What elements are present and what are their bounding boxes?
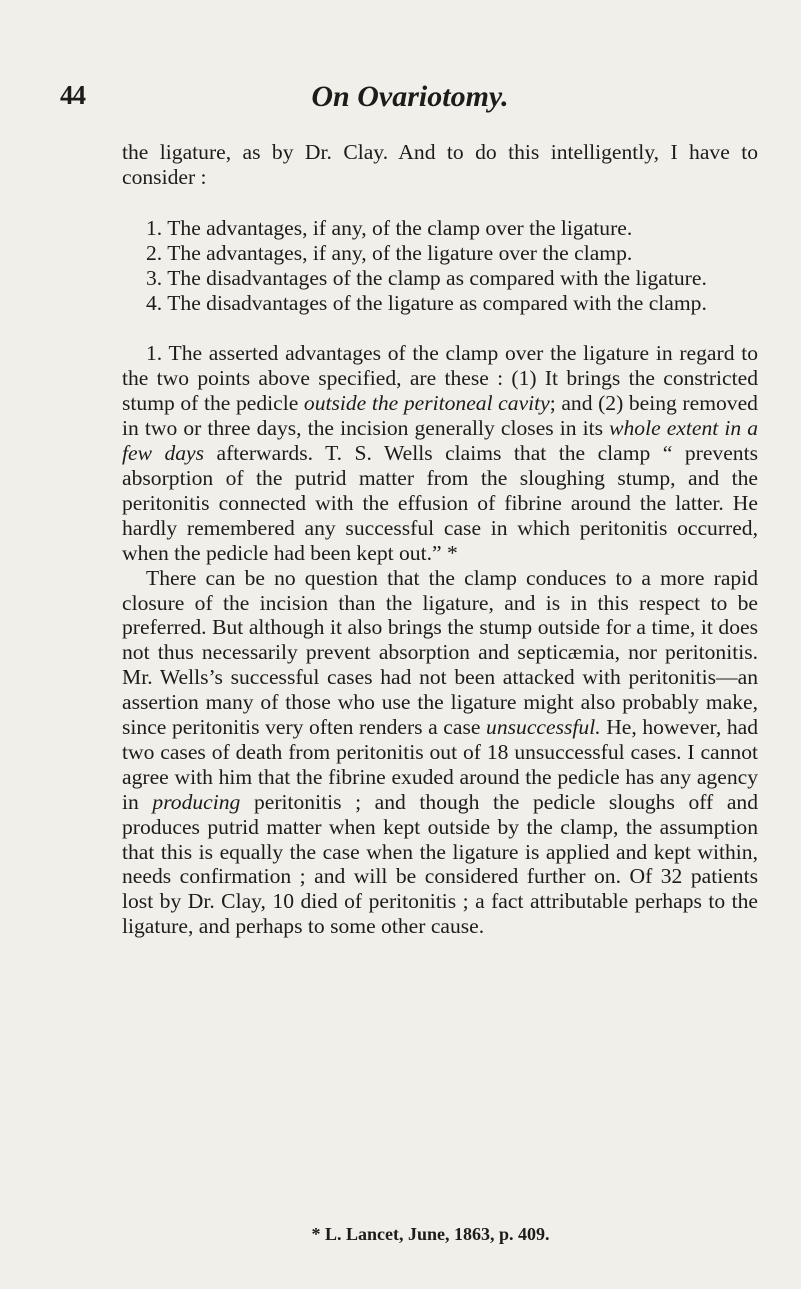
italic-phrase: unsuccessful. (486, 715, 601, 740)
text-run: peritonitis ; and though the pedicle sloughs off and produces putrid matter when kept outside by the clamp, the assumption that this is equally the case when the ligature is applied and kept within, needs confirmation ; and will be considered further on. Of 32 patients lost by Dr. Clay, 10 died of peritonitis ; a fact attributable perhaps to the ligature, and perhaps to some other cause. (122, 789, 758, 939)
list-item: 1. The advantages, if any, of the clamp over the ligature. (146, 215, 633, 240)
text-run: afterwards. T. S. Wells claims that the clamp “ prevents absorption of the putrid matter from the sloughing stump, and the peritonitis connected with the effusion of fibrine around the latter. He hardly remembered any successful case in which peritonitis occurred, when the pedicle had been kept out.” * (122, 441, 758, 565)
text-run: He, however, had two cases of death from peritonitis out of 18 unsuccessful cases. I cannot agree with him that the fibrine exuded around the pedicle has any agency in (122, 715, 758, 814)
running-head: On Ovariotomy. (311, 80, 509, 113)
paragraph-advantages (122, 341, 758, 565)
intro-paragraph: the ligature, as by Dr. Clay. And to do this intelligently, I have to consider : (122, 140, 758, 189)
page-header (60, 80, 760, 120)
italic-phrase: producing (152, 789, 241, 814)
text-run: ; and (2) being removed in two or three days, the incision generally closes in its (122, 391, 758, 441)
italic-phrase: whole extent in a few days (122, 416, 758, 466)
list-item: 3. The disadvantages of the clamp as compared with the ligature. (146, 265, 707, 290)
considerations-list (122, 216, 758, 316)
page-number: 44 (60, 80, 85, 110)
list-item: 2. The advantages, if any, of the ligature over the clamp. (146, 240, 633, 265)
paragraph-discussion (122, 566, 758, 940)
text-run: There can be no question that the clamp conduces to a more rapid closure of the incision than the ligature, and is in this respect to be preferred. But although it also brings the stump outside for a time, it does not thus necessarily prevent absorption and septicæmia, nor peritonitis. Mr. Wells’s successful cases had not been attacked with peritonitis—an assertion many of those who use the ligature might also probably make, since peritonitis very often renders a case (122, 565, 758, 740)
list-item: 4. The disadvantages of the ligature as compared with the clamp. (146, 290, 707, 315)
body-text (122, 140, 758, 939)
italic-phrase: outside the peritoneal cavity (303, 391, 550, 416)
text-run: 1. The asserted advantages of the clamp over the ligature in regard to the two points above specified, are these : (1) It brings the constricted stump of the pedicle (122, 341, 758, 416)
footnote: * L. Lancet, June, 1863, p. 409. (311, 1224, 550, 1244)
